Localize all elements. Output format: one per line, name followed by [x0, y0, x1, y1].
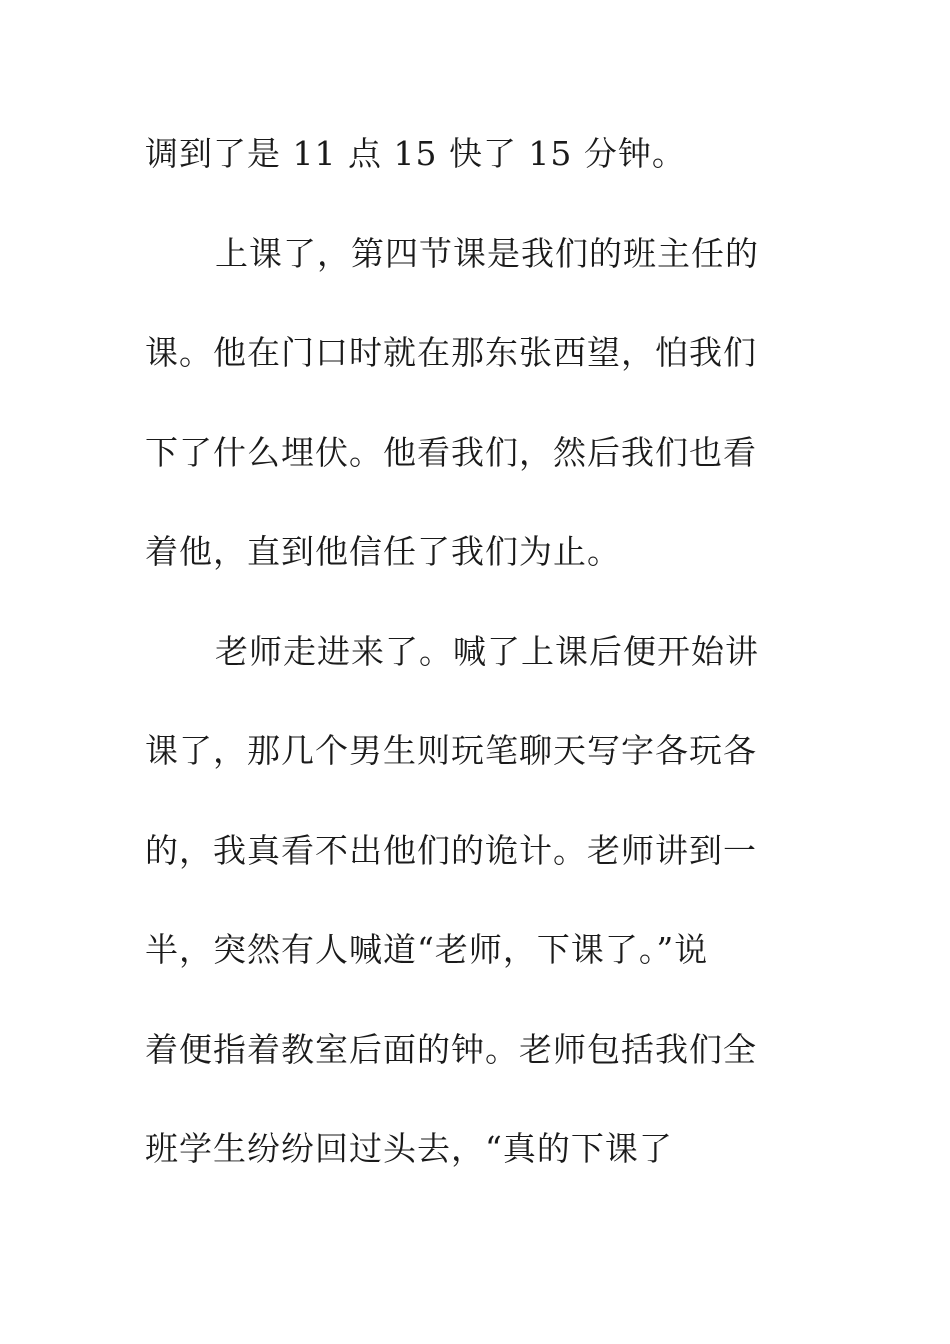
text-line: 着他，直到他信任了我们为止。: [145, 532, 621, 571]
text-line: 着便指着教室后面的钟。老师包括我们全: [145, 1029, 757, 1069]
text-line: 班学生纷纷回过头去，“真的下课了: [145, 1129, 673, 1168]
paragraph-first-line: 上课了，第四节课是我们的班主任的: [215, 233, 759, 273]
paragraph-first-line: 老师走进来了。喊了上课后便开始讲: [215, 631, 759, 671]
text-line: 调到了是 11 点 15 快了 15 分钟。: [145, 134, 686, 173]
text-line: 的，我真看不出他们的诡计。老师讲到一: [145, 830, 757, 870]
text-line: 课了，那几个男生则玩笔聊天写字各玩各: [145, 731, 757, 770]
text-line: 半，突然有人喊道“老师，下课了。”说: [145, 930, 709, 969]
body-text: [145, 118, 805, 1213]
text-line: 课。他在门口时就在那东张西望，怕我们: [145, 333, 757, 372]
text-line: 下了什么埋伏。他看我们，然后我们也看: [145, 432, 757, 472]
